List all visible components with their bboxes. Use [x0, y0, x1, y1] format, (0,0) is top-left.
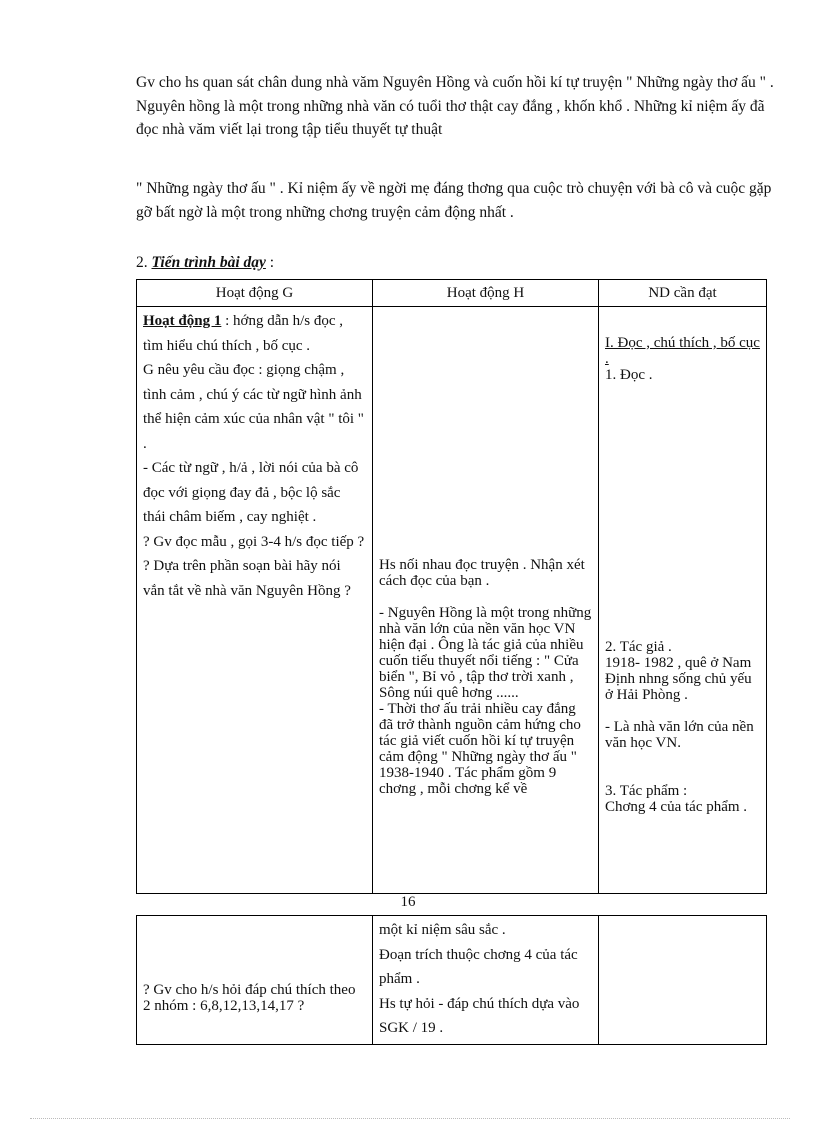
content-heading-3: 3. Tác phẩm : [605, 783, 688, 799]
section-title: Tiến trình bài dạy [151, 254, 266, 271]
header-content: ND cần đạt [599, 280, 767, 307]
student-activity-cell [373, 916, 599, 1045]
content-heading-2: 2. Tác giả . [605, 639, 672, 655]
table-row [137, 307, 767, 894]
teacher-line: - Các từ ngữ , h/ả , lời nói của bà cô đọc với giọng đay đả , bộc lộ sắc thái châm biếm , cay nghiệt . [143, 460, 359, 525]
content-cell [599, 916, 767, 1045]
teacher-line: ? Gv đọc mẫu , gọi 3-4 h/s đọc tiếp ? [143, 533, 365, 550]
activity-title: Hoạt động 1 [143, 313, 222, 329]
page-bottom-divider [30, 1118, 790, 1119]
content-heading-1: I. Đọc , chú thích , bố cục . [605, 335, 760, 367]
student-line: - Nguyên Hồng là một trong những nhà văn lớn của nền văn học VN hiện đại . Ông là tác giả của nhiều cuốn tiểu thuyết nổi tiếng : " Cửa biển ", Bỉ vỏ , tập thơ trời xanh , Sông núi quê hơng ...... [379, 605, 592, 701]
activity-intro: : hớng dẫn h/s đọc , tìm hiểu chú thích , bố cục . [143, 313, 344, 354]
header-student-activity: Hoạt động H [373, 280, 599, 307]
content-line: Chơng 4 của tác phẩm . [605, 799, 748, 815]
page-number: 16 [400, 894, 416, 910]
teacher-activity-cell [137, 916, 373, 1045]
teacher-line: ? Gv cho h/s hỏi đáp chú thích theo 2 nhóm : 6,8,12,13,14,17 ? [143, 982, 356, 1014]
lesson-table-continued [136, 915, 767, 1045]
content-line: 1. Đọc . [605, 367, 653, 383]
section-heading [136, 254, 274, 272]
header-teacher-activity: Hoạt động G [137, 280, 373, 307]
section-number: 2. [136, 254, 148, 271]
intro-paragraph-1: Gv cho hs quan sát chân dung nhà văm Nguyên Hồng và cuốn hồi kí tự truyện " Những ngày thơ ấu " . Nguyên hồng là một trong những nhà văn có tuổi thơ thật cay đắng , khốn khổ . Những kỉ niệm ấy đã đọc nhà văm viết lại trong tập tiểu thuyết tự thuật [136, 74, 774, 138]
section-suffix: : [265, 254, 275, 271]
content-line: - Là nhà văn lớn của nền văn học VN. [605, 719, 754, 751]
student-line: một kỉ niệm sâu sắc . [379, 922, 506, 938]
lesson-table [136, 279, 767, 894]
table-row [137, 916, 767, 1045]
student-line: Hs nối nhau đọc truyện . Nhận xét cách đọc của bạn . [379, 557, 585, 589]
student-line: Hs tự hỏi - đáp chú thích dựa vào SGK / 19 . [379, 995, 580, 1036]
content-line: 1918- 1982 , quê ở Nam Định nhng sống chủ yếu ở Hải Phòng . [605, 655, 752, 703]
teacher-line: G nêu yêu cầu đọc : giọng chậm , tình cảm , chú ý các từ ngữ hình ảnh thể hiện cảm xúc của nhân vật " tôi " . [143, 362, 364, 452]
teacher-line: ? Dựa trên phần soạn bài hãy nói vắn tắt về nhà văn Nguyên Hồng ? [143, 558, 351, 599]
student-line: - Thời thơ ấu trải nhiều cay đắng đã trở thành nguồn cảm hứng cho tác giả viết cuốn hồi kí tự truyện cảm động " Những ngày thơ ấu " 1938-1940 . Tác phẩm gồm 9 chơng , mỗi chơng kể về [379, 701, 581, 797]
student-activity-cell [373, 307, 599, 894]
table-header-row [137, 280, 767, 307]
intro-paragraph-2: " Những ngày thơ ấu " . Kỉ niệm ấy về ngời mẹ đáng thơng qua cuộc trò chuyện với bà cô và cuộc gặp gỡ bất ngờ là một trong những chơng truyện cảm động nhất . [136, 180, 772, 221]
student-line: Đoạn trích thuộc chơng 4 của tác phẩm . [379, 946, 578, 987]
content-cell [599, 307, 767, 894]
teacher-activity-cell [137, 307, 373, 894]
